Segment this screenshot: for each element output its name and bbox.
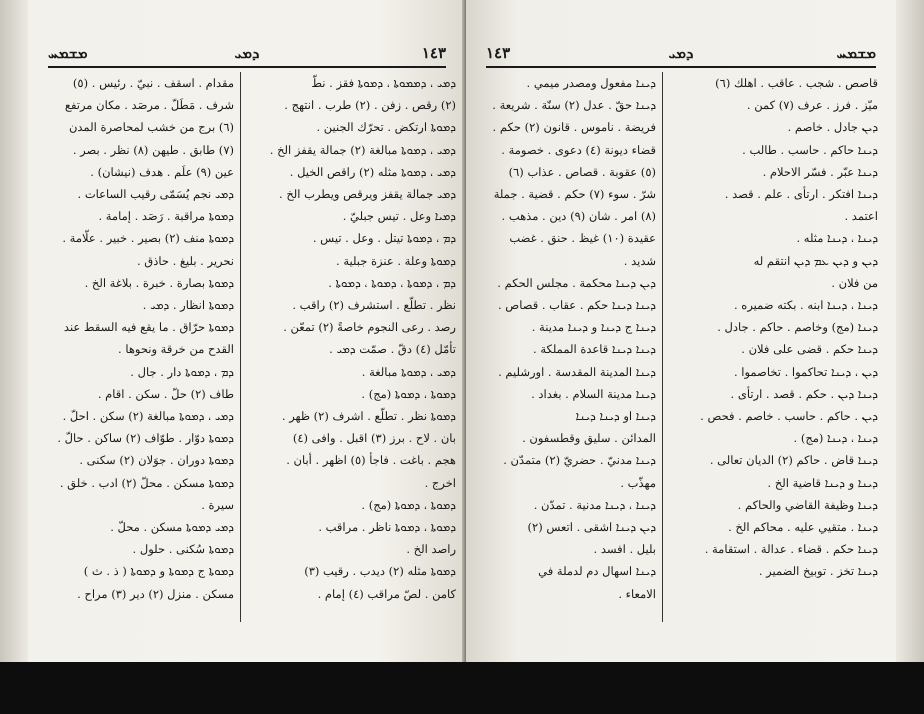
dictionary-line: طاف (٢) حلّ . سكن . اقام .: [97, 386, 234, 401]
left-page-right-column: [238, 72, 456, 632]
dictionary-line: ܕܝܢܐ او ܕܝܢܐ ܕܝܢܐ: [575, 409, 656, 424]
dictionary-line: ܕܡ ، ܕܡܘܬܐ دار . جال .: [130, 364, 234, 379]
dictionary-line: ܕܝܢܐ ، ܕܝܢܐ ابنه . بكته ضميره .: [733, 298, 878, 313]
dictionary-line: ܕܡܘܬܐ نظر . تطلّع . اشرف (٢) ظهر .: [281, 409, 456, 424]
dictionary-line: ܕܝܢܐ . متقيي عليه . محاكم الخ .: [728, 520, 878, 535]
dictionary-line: شرف . مَطَلّ . مرصَد . مكان مرتفع: [64, 98, 234, 113]
dictionary-line: ܕܝܢ . حاكم . حاسب . خاصم . فحص .: [700, 409, 878, 424]
dictionary-line: (٨) امر . شان (٩) دين . مذهب .: [501, 209, 656, 224]
left-page-number: ١٤٣: [421, 44, 446, 62]
dictionary-line: ܕܝܢܐ مدنيّ . حضريّ (٢) متمدّن .: [503, 453, 656, 468]
dictionary-line: (٦) برج من خشب لمحاصرة المدن: [68, 120, 234, 135]
dictionary-line: مقدام . اسقف . نبيّ . رئيس . (٥): [72, 76, 234, 90]
dictionary-line: ܕܡܘܬܐ وعلة . عنزة جبلية .: [336, 253, 456, 268]
right-column-divider: [662, 72, 663, 622]
dictionary-line: كامن . لصّ مراقب (٤) إمام .: [317, 586, 456, 601]
dictionary-line: ܕܝܢܐ (مج) وخاصم . حاكم . جادل .: [717, 320, 878, 335]
scan-background: [0, 662, 924, 714]
dictionary-line: راصد الخ .: [406, 542, 456, 557]
dictionary-line: ܕܡܘܬܐ ، ܕܡܘܬܐ ناظر . مراقب .: [318, 520, 456, 535]
dictionary-line: ܕܝܢ ، ܕܝܢܐ تحاكموا . تخاصموا .: [733, 364, 878, 379]
right-page: [466, 0, 896, 662]
dictionary-line: (٥) عقوبة . قصاص . عذاب (٦): [508, 164, 656, 179]
right-page-right-column: [666, 72, 878, 632]
dictionary-line: رصد . رعى النجوم خاصةً (٢) تمعّن .: [283, 320, 456, 335]
dictionary-line: ܕܡܝ ، ܕܡܘܬܐ مبالغة (٢) جمالة يقفز الخ .: [269, 142, 456, 157]
dictionary-line: نظر . تطلّع . استشرف (٢) راقب .: [292, 298, 456, 313]
dictionary-line: ܕܡܘܬܐ دوران . جوَلان (٢) سكنى .: [79, 453, 234, 468]
dictionary-line: ܕܡܝ ، ܕܡܘܬܐ مثله (٢) راقص الخيل .: [289, 164, 456, 179]
dictionary-line: ܕܡܝ نجم يُسَمّى رقيب الساعات .: [77, 187, 234, 202]
dictionary-line: ܕܝܢܐ حقّ . عدل (٢) سنّة . شريعة .: [492, 98, 656, 113]
dictionary-line: سيرة .: [201, 497, 234, 512]
dictionary-line: شديد .: [623, 253, 656, 268]
left-page-header: [48, 44, 446, 66]
dictionary-line: ܕܝܢܐ افتكر . ارتأى . علم . قصد .: [724, 187, 878, 202]
dictionary-line: مسكن . منزل (٢) دير (٣) مراح .: [77, 586, 234, 601]
dictionary-line: ܕܡܘܬܐ مراقبة . رَصَد . إمامة .: [98, 209, 234, 224]
dictionary-line: عين (٩) علَم . هدف (نيشان) .: [90, 164, 234, 179]
dictionary-line: ܕܡܝ ، ܕܡܘܬܐ مبالغة (٢) سكن . احلّ .: [62, 409, 234, 424]
left-page: [28, 0, 466, 662]
dictionary-line: قاصص . شجب . عاقب . اهلك (٦): [715, 76, 878, 90]
dictionary-line: ܕܡܝܐ وعل . تيس جبليّ .: [342, 209, 456, 224]
dictionary-line: (٧) طابق . طيهن (٨) نظر . بصر .: [72, 142, 234, 157]
dictionary-line: ܕܡܘܬܐ سُكنى . حلول .: [132, 542, 234, 557]
left-column-divider: [240, 72, 241, 622]
dictionary-line: قضاء ديونة (٤) دعوى . خصومة .: [501, 142, 656, 157]
dictionary-line: ܕܡܘܬܐ حرّاق . ما يقع فيه السقط عند: [63, 320, 234, 335]
dictionary-line: تأمّل (٤) دقّ . صمّت ܕܡܝ .: [329, 342, 456, 357]
dictionary-line: هجم . باغت . فاجأ (٥) اظهر . أبان .: [286, 453, 456, 468]
dictionary-line: ܕܡ ، ܕܡܘܬܐ ، ܕܡܘܬܐ ، ܕܡܘܬܐ .: [328, 275, 456, 290]
dictionary-line: ܕܡܘܬܐ بصارة . خبرة . بلاغة الخ .: [84, 275, 234, 290]
dictionary-line: ܕܝܢܐ مفعول ومصدر ميمي .: [526, 76, 656, 90]
dictionary-line: ܕܝܢ ܕܝܢܐ اشقى . اتعس (٢): [527, 520, 656, 535]
dictionary-line: ܕܡܘܬܐ منف (٢) بصير . خبير . علّامة .: [62, 231, 234, 246]
dictionary-line: ܕܡܘܬܐ ج ܕܡܘܬܐ و ܕܡܘܬܐ ( ذ . ث ): [83, 564, 234, 579]
book-edge-right: [896, 0, 924, 662]
dictionary-line: ܕܝܢܐ ، ܕܝܢܐ مثله .: [796, 231, 878, 246]
dictionary-line: ܕܝܢܐ ܕܝܢܐ حكم . عقاب . قصاص .: [498, 298, 656, 313]
dictionary-line: ܕܝܢܐ قاض . حاكم (٢) الديان تعالى .: [709, 453, 878, 468]
dictionary-line: عقيدة (١٠) غيظ . حنق . غضب: [509, 231, 656, 246]
dictionary-line: مهذّب .: [620, 475, 656, 490]
dictionary-line: القدح من خرقة ونحوها .: [118, 342, 234, 357]
dictionary-line: ܕܝܢܐ المدينة المقدسة . اورشليم .: [498, 364, 656, 379]
right-header-outer-word: ܡܫܡܚ: [836, 44, 876, 62]
right-header-rule: [486, 66, 876, 68]
dictionary-line: ܕܝܢ و ܕܝܢ ܥܡ ܕܝܢ انتقم له: [753, 253, 878, 268]
dictionary-line: ܕܡܝ ܕܡܘܬܐ مسكن . محلّ .: [110, 520, 234, 535]
dictionary-line: ܕܝܢܐ اسهال دم لدملة في: [538, 564, 656, 579]
dictionary-line: ܕܝܢܐ حاكم . حاسب . طالب .: [742, 142, 878, 157]
dictionary-line: ܕܡܘܬܐ مثله (٢) ديدب . رقيب (٣): [304, 564, 456, 579]
dictionary-line: ܕܡܘܬܐ دوّار . طوّاف (٢) ساكن . حالّ .: [57, 431, 234, 446]
dictionary-line: ܕܡܝ ، ܕܡܘܬܐ مبالغة .: [361, 364, 456, 379]
dictionary-line: ܕܝܢܐ ، ܕܝܢܐ مدنية . تمدّن .: [533, 497, 656, 512]
dictionary-line: ܕܡܘܬܐ ارتكض . تحرّك الجنين .: [316, 120, 456, 135]
left-header-center-word: ܕܡܝ: [234, 44, 260, 62]
dictionary-line: ܕܡ ، ܕܡܘܬܐ تيتل . وعل . تيس .: [312, 231, 456, 246]
dictionary-line: من فلان .: [831, 275, 878, 290]
dictionary-line: ܕܝܢܐ تخز . توبيخ الضمير .: [758, 564, 878, 579]
dictionary-line: الامعاء .: [618, 586, 656, 601]
dictionary-line: ܕܝܢܐ ، ܕܝܢܐ (مج) .: [793, 431, 878, 446]
dictionary-line: ܕܡܘܬܐ ، ܕܡܘܬܐ (مج) .: [361, 386, 456, 401]
dictionary-line: ܕܝܢܐ و ܕܝܢܐ قاضية الخ .: [767, 475, 878, 490]
dictionary-line: ܕܝܢ جادل . خاصم .: [787, 120, 878, 135]
dictionary-line: ܕܝܢܐ مدينة السلام . بغداد .: [531, 386, 656, 401]
dictionary-line: ܕܝܢܐ وظيفة القاضي والحاكم .: [737, 497, 878, 512]
dictionary-line: ܕܝܢܐ ج ܕܝܢܐ و ܕܝܢܐ مدينة .: [531, 320, 656, 335]
dictionary-line: ܕܝܢܐ عبّر . فسّر الاحلام .: [762, 164, 878, 179]
dictionary-line: بان . لاح . برز (٣) اقبل . وافى (٤): [292, 431, 456, 446]
dictionary-line: اخرج .: [424, 475, 456, 490]
dictionary-line: ܕܝܢ ܕܝܢܐ محكمة . مجلس الحكم .: [497, 275, 656, 290]
dictionary-line: المدائن . سليق وقطسفون .: [522, 431, 656, 446]
dictionary-line: شرّ . سوء (٧) حكم . قضية . جملة: [493, 187, 656, 202]
right-page-left-column: [482, 72, 656, 632]
dictionary-line: بليل . افسد .: [593, 542, 656, 557]
dictionary-line: نحرير . بليغ . حاذق .: [136, 253, 234, 268]
dictionary-line: ܕܡܘܬܐ مسكن . محلّ (٢) ادب . خلق .: [59, 475, 234, 490]
dictionary-line: فريضة . ناموس . قانون (٢) حكم .: [492, 120, 656, 135]
dictionary-line: ܕܝܢܐ ܕܝܢܐ قاعدة المملكة .: [533, 342, 656, 357]
dictionary-line: ܕܡܝ جمالة يقفز ويرقص ويطرب الخ .: [279, 187, 456, 202]
dictionary-line: ܕܝܢܐ ܕܝܢ . حكم . قصد . ارتأى .: [730, 386, 878, 401]
right-header-center-word: ܕܡܝ: [668, 44, 694, 62]
right-page-header: [486, 44, 876, 66]
dictionary-line: ܕܡܘܬܐ انظار . ܕܡܝ .: [142, 298, 234, 313]
left-header-outer-word: ܡܫܡܚ: [48, 44, 88, 62]
dictionary-line: ܕܝܢܐ حكم . قضى على فلان .: [741, 342, 878, 357]
dictionary-line: اعتمد .: [844, 209, 878, 224]
left-header-rule: [48, 66, 446, 68]
dictionary-line: ميّز . فرز . عرف (٧) كمن .: [746, 98, 878, 113]
right-page-number: ١٤٣: [486, 44, 511, 62]
dictionary-line: ܕܡܘܬܐ ، ܕܡܘܬܐ (مج) .: [361, 497, 456, 512]
book-edge-left: [0, 0, 28, 662]
dictionary-line: ܕܡܝ ، ܕܡܡܘܬܐ ، ܕܡܘܬܐ فقز . نطّ: [311, 76, 456, 90]
left-page-left-column: [48, 72, 234, 632]
dictionary-line: ܕܝܢܐ حكم . قضاء . عدالة . استقامة .: [704, 542, 878, 557]
dictionary-line: (٢) رقص . زفن . (٢) طرب . انتهج .: [284, 98, 456, 113]
